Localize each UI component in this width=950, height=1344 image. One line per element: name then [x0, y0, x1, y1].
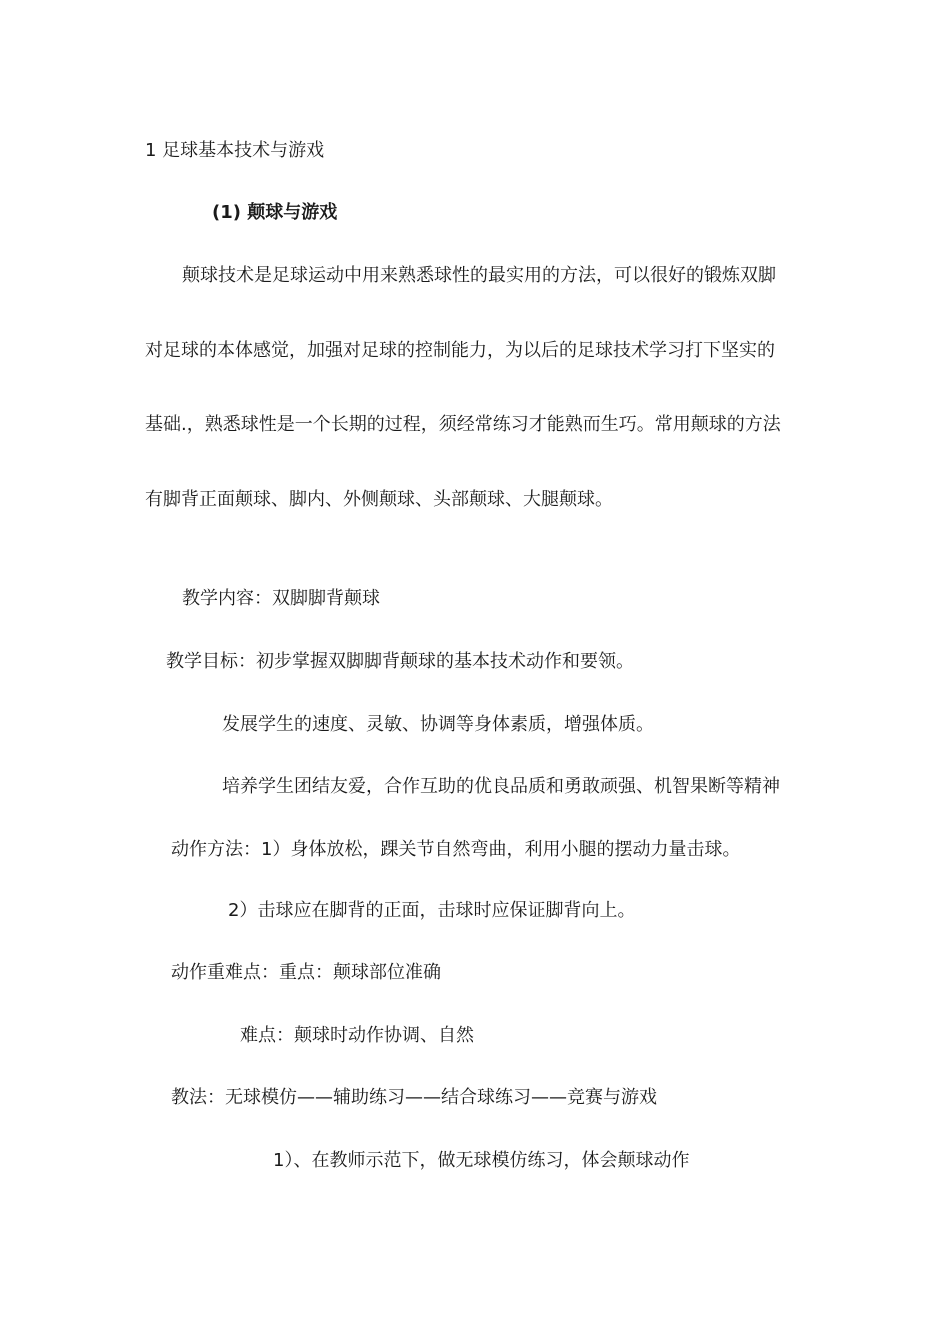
teaching-step-1: 1）、在教师示范下，做无球模仿练习，体会颠球动作 — [273, 1150, 690, 1171]
difficulty: 难点：颠球时动作协调、自然 — [240, 1025, 474, 1046]
teaching-goal-3: 培养学生团结友爱，合作互助的优良品质和勇敢顽强、机智果断等精神 — [222, 776, 780, 797]
action-method-1: 动作方法：1）身体放松，踝关节自然弯曲，利用小腿的摆动力量击球。 — [171, 839, 741, 860]
teaching-goal-2: 发展学生的速度、灵敏、协调等身体素质，增强体质。 — [222, 714, 654, 735]
teaching-goal: 教学目标：初步掌握双脚脚背颠球的基本技术动作和要领。 — [166, 651, 634, 672]
intro-paragraph-line-1: 颠球技术是足球运动中用来熟悉球性的最实用的方法，可以很好的锻炼双脚 — [182, 265, 776, 286]
teaching-method: 教法：无球模仿——辅助练习——结合球练习——竞赛与游戏 — [171, 1087, 657, 1108]
teaching-content: 教学内容：双脚脚背颠球 — [182, 588, 380, 609]
action-method-2: 2）击球应在脚背的正面，击球时应保证脚背向上。 — [228, 900, 636, 921]
section-heading: (1) 颠球与游戏 — [212, 202, 338, 223]
intro-paragraph-line-2: 对足球的本体感觉，加强对足球的控制能力，为以后的足球技术学习打下坚实的 — [145, 340, 775, 361]
intro-paragraph-line-4: 有脚背正面颠球、脚内、外侧颠球、头部颠球、大腿颠球。 — [145, 489, 613, 510]
key-point: 动作重难点：重点：颠球部位准确 — [171, 962, 441, 983]
document-title: 1 足球基本技术与游戏 — [145, 140, 325, 161]
intro-paragraph-line-3: 基础.，熟悉球性是一个长期的过程，须经常练习才能熟而生巧。常用颠球的方法 — [145, 414, 781, 435]
